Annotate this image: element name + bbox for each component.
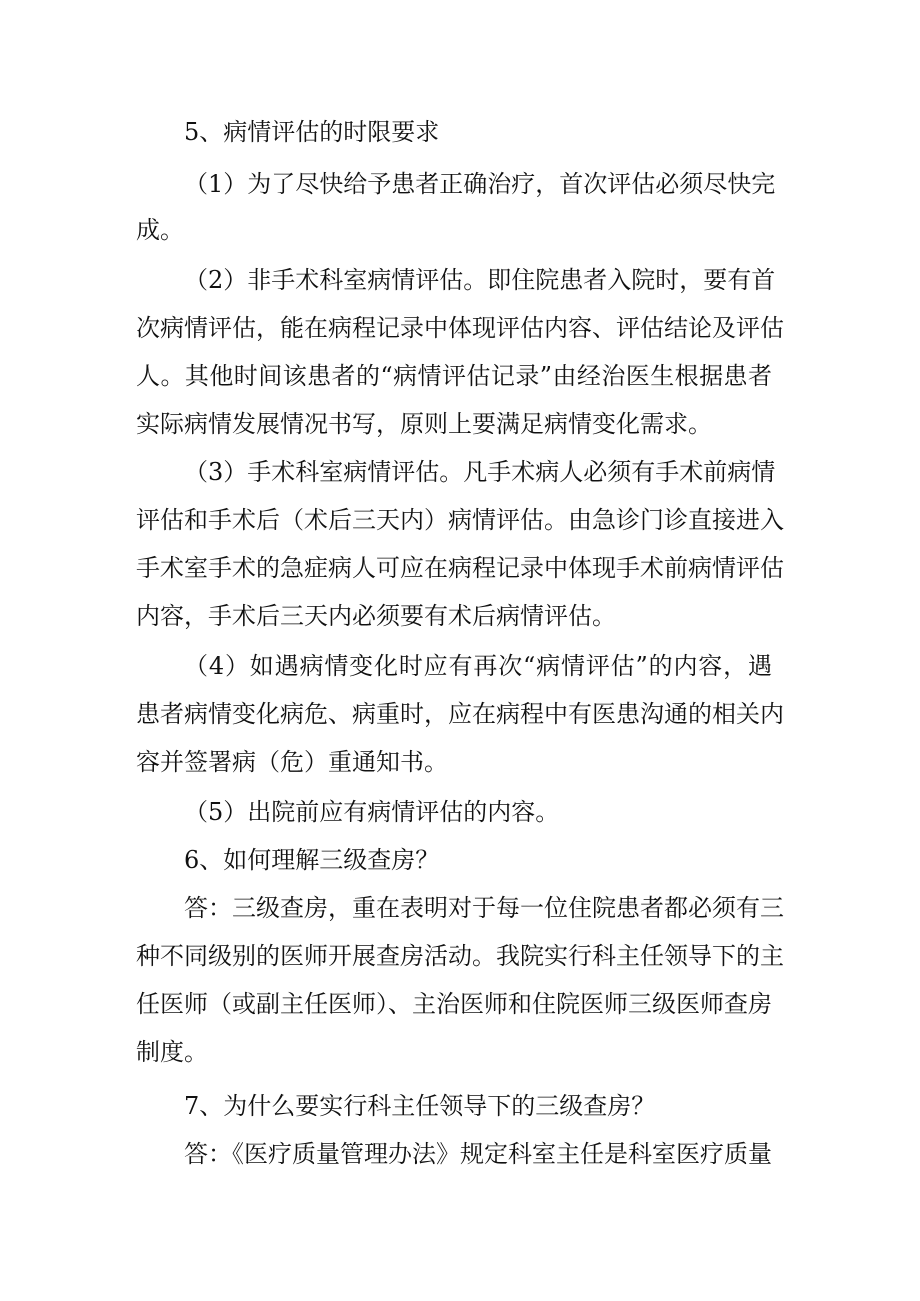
paragraph-line: 内容，手术后三天内必须要有术后病情评估。 [136, 602, 616, 630]
paragraph-line: 次病情评估，能在病程记录中体现评估内容、评估结论及评估 [136, 314, 784, 342]
heading-7: 7、为什么要实行科主任领导下的三级查房？ [184, 1092, 656, 1120]
paragraph-line: （1）为了尽快给予患者正确治疗，首次评估必须尽快完 [184, 170, 776, 198]
paragraph-line: （2）非手术科室病情评估。即住院患者入院时，要有首 [184, 266, 776, 294]
answer-line: 答：三级查房，重在表明对于每一位住院患者都必须有三 [184, 894, 784, 922]
answer-line: 种不同级别的医师开展查房活动。我院实行科主任领导下的主 [136, 942, 784, 970]
answer-line: 答：《医疗质量管理办法》规定科室主任是科室医疗质量 [184, 1140, 772, 1168]
paragraph-line: 患者病情变化病危、病重时，应在病程中有医患沟通的相关内 [136, 700, 784, 728]
paragraph-line: 手术室手术的急症病人可应在病程记录中体现手术前病情评估 [136, 554, 784, 582]
paragraph-line: 容并签署病（危）重通知书。 [136, 748, 448, 776]
paragraph-line: 人。其他时间该患者的“病情评估记录”由经治医生根据患者 [136, 362, 772, 390]
answer-line: 制度。 [136, 1038, 208, 1066]
paragraph-line: 实际病情发展情况书写，原则上要满足病情变化需求。 [136, 410, 712, 438]
paragraph-line: （5）出院前应有病情评估的内容。 [184, 798, 560, 826]
paragraph-line: 成。 [136, 216, 184, 244]
answer-line: 任医师（或副主任医师）、主治医师和住院医师三级医师查房 [136, 990, 772, 1018]
heading-5: 5、病情评估的时限要求 [184, 118, 440, 146]
paragraph-line: 评估和手术后（术后三天内）病情评估。由急诊门诊直接进入 [136, 506, 784, 534]
heading-6: 6、如何理解三级查房？ [184, 846, 440, 874]
paragraph-line: （3）手术科室病情评估。凡手术病人必须有手术前病情 [184, 458, 776, 486]
paragraph-line: （4）如遇病情变化时应有再次“病情评估”的内容，遇 [184, 652, 772, 680]
